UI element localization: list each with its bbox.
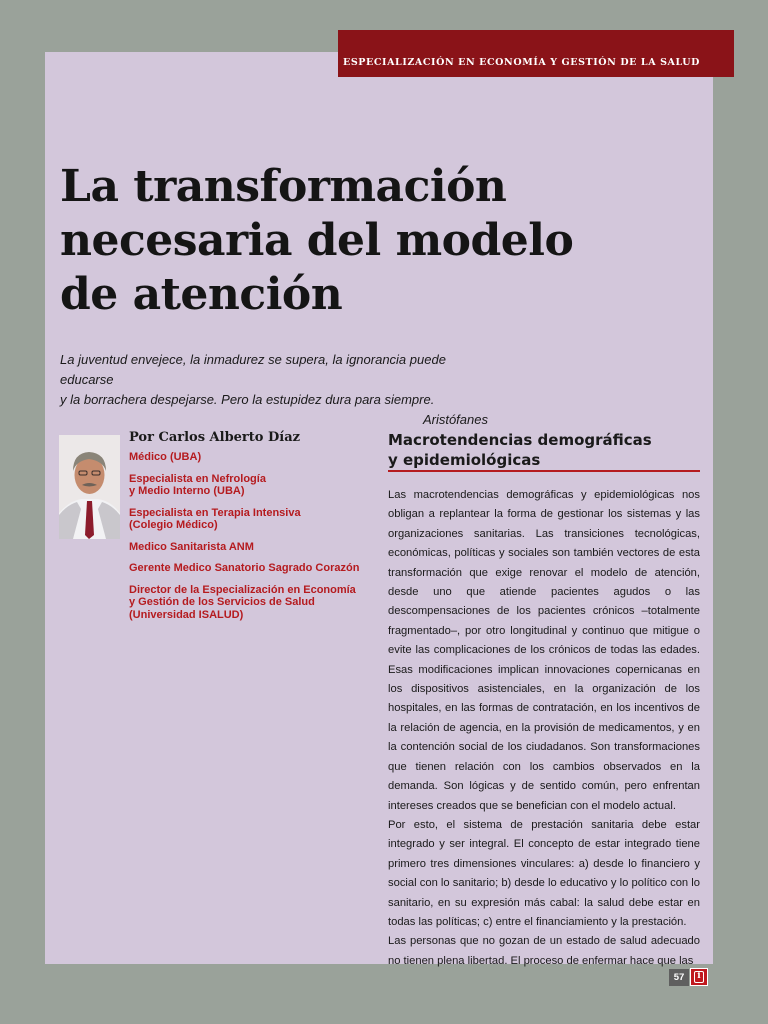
- title-line: necesaria del modelo: [60, 215, 574, 266]
- title-line: La transformación: [60, 161, 507, 212]
- section-heading-line: y epidemiológicas: [388, 451, 541, 469]
- author-byline: [129, 430, 369, 630]
- author-credential: Especialista en Terapia Intensiva (Colegio Médico): [129, 506, 301, 531]
- epigraph: [60, 350, 490, 430]
- page-number: 57: [669, 969, 689, 986]
- epigraph-author: Aristófanes: [422, 412, 488, 427]
- body-paragraph: Las personas que no gozan de un estado de salud adecuado no tienen plena libertad. El proceso de enfermar hace que las: [388, 935, 700, 967]
- article-title: [60, 160, 620, 322]
- article-body: [388, 486, 700, 971]
- epigraph-line: y la borrachera despejarse. Pero la estupidez dura para siempre.: [60, 392, 435, 407]
- publication-logo-icon: [690, 968, 708, 986]
- author-portrait-image: [59, 435, 120, 539]
- body-paragraph: Por esto, el sistema de prestación sanitaria debe estar integrado y ser integral. El concepto de estar integrado tiene primero tres dimensiones vinculares: a) desde lo financiero y social con lo sanitario; b) desde lo educativo y lo político con lo sanitario, en su expresión más cabal: la salud debe estar en todas las políticas; c) entre el financiamiento y la prestación.: [388, 818, 700, 928]
- logo-letter: i: [694, 971, 704, 983]
- section-label: ESPECIALIZACIÓN EN ECONOMÍA Y GESTIÓN DE LA SALUD: [342, 57, 700, 68]
- author-credential: Medico Sanitarista ANM: [129, 540, 254, 553]
- author-credential: Médico (UBA): [129, 451, 202, 463]
- section-heading-line: Macrotendencias demográficas: [388, 431, 652, 449]
- section-banner: [338, 30, 734, 77]
- author-photo: [59, 435, 120, 539]
- author-credential: Especialista en Nefrología y Medio Interno (UBA): [129, 472, 266, 497]
- body-column: [388, 430, 700, 971]
- author-credential: Gerente Medico Sanatorio Sagrado Corazón: [129, 562, 360, 574]
- body-paragraph: Las macrotendencias demográficas y epidemiológicas nos obligan a replantear la forma de gestionar los sistemas y las organizaciones sanitarias. Las transiciones tecnológicas, económicas, políticas y sociales son también vectores de esta transformación que exige renovar el modelo de atención, desde uno que atiende pacientes agudos o las descompensaciones de los pacientes crónicos –totalmente fragmentado–, por otro longitudinal y continuo que mitigue o evite las complicaciones de los crónicos de todas las edades. Esas modificaciones implican innovaciones copernicanas en los dispositivos asistenciales, en la organización de los hospitales, en las formas de contratación, en los incentivos de la relación de agencia, en la provisión de medicamentos, y en la contención social de los ciudadanos. Son transformaciones que tienen relación con los cambios observados en la demanda. Son lógicas y de sentido común, pero enfrentan intereses creados que se benefician con el modelo actual.: [388, 489, 700, 812]
- author-name: Por Carlos Alberto Díaz: [129, 430, 300, 445]
- title-line: de atención: [60, 269, 343, 320]
- epigraph-line: La juventud envejece, la inmadurez se supera, la ignorancia puede educarse: [60, 352, 446, 387]
- section-heading: [388, 430, 700, 472]
- author-credential: Director de la Especialización en Economía y Gestión de los Servicios de Salud (Universidad ISALUD): [129, 583, 356, 621]
